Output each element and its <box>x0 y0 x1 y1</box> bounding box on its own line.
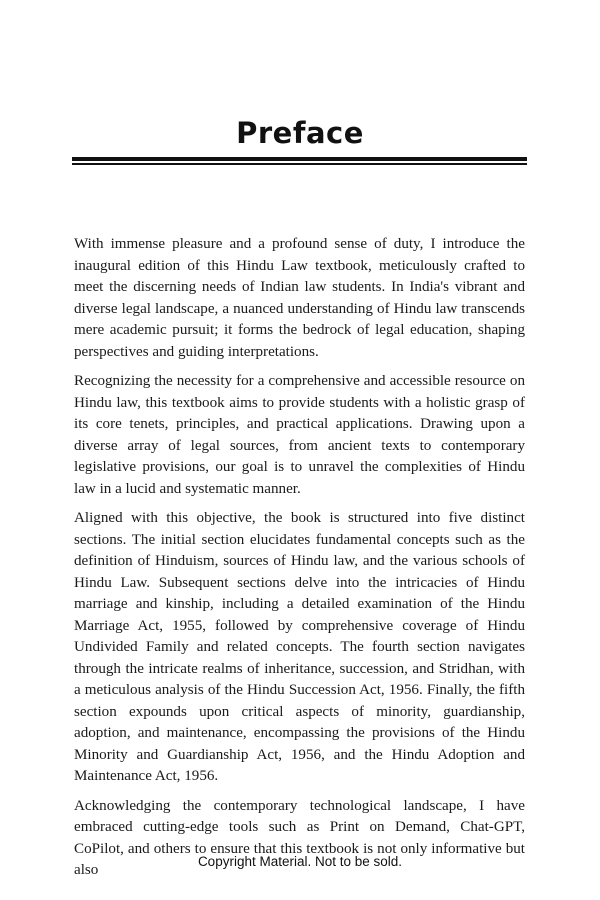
page-title: Preface <box>236 116 364 150</box>
paragraph: Recognizing the necessity for a comprehensive and accessible resource on Hindu law, this textbook aims to provide students with a holistic grasp of its core tenets, principles, and practical applications. Drawing upon a diverse array of legal sources, from ancient texts to contemporary legislative provisions, our goal is to unravel the complexities of Hindu law in a lucid and systematic manner. <box>74 373 525 497</box>
title-rule-thin <box>72 163 527 165</box>
paragraph: With immense pleasure and a profound sense of duty, I introduce the inaugural edition of this Hindu Law textbook, meticulously crafted to meet the discerning needs of Indian law students. In India's vibrant and diverse legal landscape, a nuanced understanding of Hindu law transcends mere academic pursuit; it forms the bedrock of legal education, shaping perspectives and guiding interpretations. <box>74 236 525 360</box>
title-rule-thick <box>72 157 527 161</box>
paragraph: Aligned with this objective, the book is structured into five distinct sections. The initial section elucidates fundamental concepts such as the definition of Hinduism, sources of Hindu law, and the various schools of Hindu Law. Subsequent sections delve into the intricacies of Hindu marriage and kinship, including a detailed examination of the Hindu Marriage Act, 1955, followed by comprehensive coverage of Hindu Undivided Family and related concepts. The fourth section navigates through the intricate realms of inheritance, succession, and Stridhan, with a meticulous analysis of the Hindu Succession Act, 1956. Finally, the fifth section expounds upon critical aspects of minority, guardianship, adoption, and maintenance, encompassing the provisions of the Hindu Minority and Guardianship Act, 1956, and the Hindu Adoption and Maintenance Act, 1956. <box>74 510 525 784</box>
copyright-footer: Copyright Material. Not to be sold. <box>197 854 403 869</box>
preface-body <box>74 234 525 890</box>
paragraph: Acknowledging the contemporary technological landscape, I have embraced cutting-edge tools such as Print on Demand, Chat-GPT, CoPilot, and others to ensure that this textbook is not only informative but also <box>74 797 525 878</box>
